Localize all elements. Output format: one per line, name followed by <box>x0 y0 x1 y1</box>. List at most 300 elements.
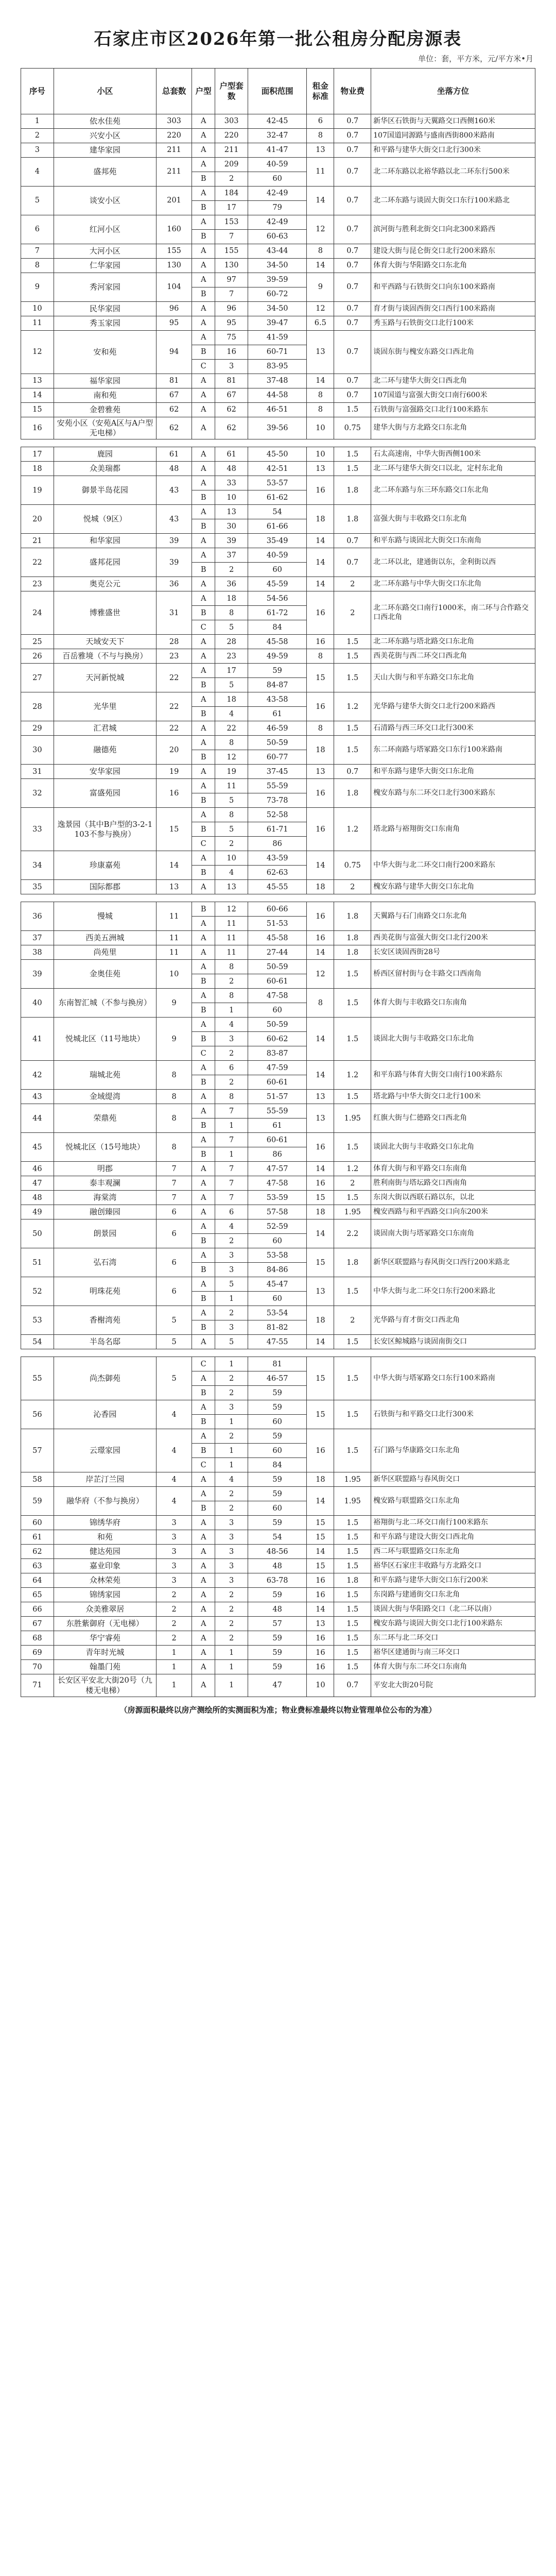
property-fee: 0.7 <box>334 331 371 374</box>
property-fee: 2 <box>334 1306 371 1335</box>
housing-table <box>21 902 535 1349</box>
property-fee: 1.5 <box>334 1646 371 1660</box>
table-row <box>21 989 535 1003</box>
unit-type: B <box>192 1501 215 1516</box>
total-units: 7 <box>157 1162 192 1176</box>
rent-standard: 16 <box>307 931 334 945</box>
unit-count: 17 <box>215 664 248 678</box>
area-range: 49-59 <box>248 649 307 664</box>
location: 胜利南街与塔坛路交口西南角 <box>371 1176 535 1191</box>
unit-type: A <box>192 244 215 259</box>
unit-count: 6 <box>215 1205 248 1219</box>
total-units: 1 <box>157 1674 192 1697</box>
unit-count: 3 <box>215 1573 248 1588</box>
area-range: 40-59 <box>248 548 307 563</box>
rent-standard: 14 <box>307 187 334 215</box>
unit-count: 13 <box>215 505 248 519</box>
rent-standard: 18 <box>307 1205 334 1219</box>
area-range: 84 <box>248 620 307 635</box>
rent-standard: 8 <box>307 989 334 1018</box>
property-fee: 0.7 <box>334 374 371 388</box>
community-name: 安苑小区（安苑A区与A户型无电梯） <box>54 417 156 439</box>
unit-type: A <box>192 1162 215 1176</box>
unit-count: 11 <box>215 931 248 945</box>
total-units: 11 <box>157 945 192 960</box>
rent-standard: 16 <box>307 1631 334 1646</box>
unit-type: C <box>192 620 215 635</box>
total-units: 6 <box>157 1277 192 1306</box>
row-number: 41 <box>21 1018 54 1061</box>
area-range: 45-58 <box>248 635 307 649</box>
unit-type: C <box>192 360 215 374</box>
table-row <box>21 1176 535 1191</box>
unit-count: 7 <box>215 287 248 302</box>
rent-standard: 14 <box>307 548 334 577</box>
row-number: 23 <box>21 577 54 591</box>
total-units: 22 <box>157 692 192 721</box>
unit-count: 8 <box>215 606 248 620</box>
unit-type: A <box>192 721 215 736</box>
total-units: 3 <box>157 1559 192 1573</box>
property-fee: 0.7 <box>334 534 371 548</box>
unit-count: 48 <box>215 462 248 476</box>
table-row <box>21 374 535 388</box>
unit-type: A <box>192 1530 215 1545</box>
total-units: 48 <box>157 462 192 476</box>
rent-standard: 10 <box>307 1674 334 1697</box>
property-fee: 1.5 <box>334 1277 371 1306</box>
property-fee: 1.8 <box>334 1573 371 1588</box>
rent-standard: 14 <box>307 534 334 548</box>
property-fee: 0.7 <box>334 215 371 244</box>
table-row <box>21 960 535 974</box>
total-units: 95 <box>157 316 192 331</box>
community-name: 南和苑 <box>54 388 156 403</box>
total-units: 2 <box>157 1588 192 1602</box>
location: 和平东路与建华大街交口东北角 <box>371 765 535 779</box>
unit-type: A <box>192 1472 215 1487</box>
community-name: 盛邦花园 <box>54 548 156 577</box>
unit-type: C <box>192 1357 215 1371</box>
rent-standard: 10 <box>307 417 334 439</box>
location: 和平西路与石铁街交口向东100米路南 <box>371 273 535 302</box>
rent-standard: 8 <box>307 721 334 736</box>
area-range: 47-58 <box>248 1176 307 1191</box>
unit-type: A <box>192 1602 215 1617</box>
row-number: 5 <box>21 187 54 215</box>
unit-count: 2 <box>215 837 248 851</box>
location: 和平东路与体育大街交口南行100米路东 <box>371 1061 535 1090</box>
unit-count: 1 <box>215 1646 248 1660</box>
total-units: 23 <box>157 649 192 664</box>
area-range: 60 <box>248 1003 307 1018</box>
row-number: 45 <box>21 1133 54 1162</box>
unit-count: 5 <box>215 822 248 837</box>
community-name: 沁香园 <box>54 1400 156 1429</box>
total-units: 43 <box>157 505 192 534</box>
property-fee: 1.8 <box>334 779 371 808</box>
location: 新华区联盟路与春风街交口 <box>371 1472 535 1487</box>
community-name: 慢城 <box>54 902 156 931</box>
row-number: 31 <box>21 765 54 779</box>
row-number: 19 <box>21 476 54 505</box>
area-range: 45-55 <box>248 880 307 894</box>
row-number: 69 <box>21 1646 54 1660</box>
unit-count: 11 <box>215 945 248 960</box>
total-units: 14 <box>157 851 192 880</box>
table-row <box>21 417 535 439</box>
total-units: 4 <box>157 1400 192 1429</box>
unit-count: 13 <box>215 880 248 894</box>
unit-type: A <box>192 259 215 273</box>
unit-count: 1 <box>215 1458 248 1472</box>
unit-count: 2 <box>215 1371 248 1386</box>
units-note: 单位：套，平方米，元/平方米•月 <box>418 54 533 63</box>
unit-type: B <box>192 974 215 989</box>
unit-type: A <box>192 960 215 974</box>
unit-type: B <box>192 606 215 620</box>
community-name: 荣鼎苑 <box>54 1104 156 1133</box>
unit-count: 16 <box>215 345 248 360</box>
unit-count: 1 <box>215 1674 248 1697</box>
unit-type: A <box>192 447 215 462</box>
unit-count: 8 <box>215 808 248 822</box>
total-units: 2 <box>157 1617 192 1631</box>
location: 光华路与育才街交口西北角 <box>371 1306 535 1335</box>
location: 裕华区建通街与南三环交口 <box>371 1646 535 1660</box>
area-range: 27-44 <box>248 945 307 960</box>
location: 塔北路与中华大街交口北行100米 <box>371 1090 535 1104</box>
unit-type: A <box>192 374 215 388</box>
community-name: 悦城（9区） <box>54 505 156 534</box>
row-number: 42 <box>21 1061 54 1090</box>
unit-count: 22 <box>215 721 248 736</box>
community-name: 锦绣家园 <box>54 1588 156 1602</box>
unit-count: 10 <box>215 490 248 505</box>
table-row <box>21 273 535 287</box>
location: 东岗大街以西联石路以东，以北 <box>371 1191 535 1205</box>
row-number: 60 <box>21 1516 54 1530</box>
unit-count: 2 <box>215 1487 248 1501</box>
unit-type: A <box>192 765 215 779</box>
total-units: 104 <box>157 273 192 302</box>
row-number: 15 <box>21 403 54 417</box>
rent-standard: 16 <box>307 779 334 808</box>
unit-count: 8 <box>215 989 248 1003</box>
table-row <box>21 649 535 664</box>
unit-count: 3 <box>215 360 248 374</box>
table-row <box>21 1400 535 1415</box>
unit-type: B <box>192 1263 215 1277</box>
table-row <box>21 721 535 736</box>
property-fee: 1.5 <box>334 635 371 649</box>
unit-count: 3 <box>215 1248 248 1263</box>
community-name: 珍康嘉苑 <box>54 851 156 880</box>
row-number: 10 <box>21 302 54 316</box>
location: 谈固北大街与丰收路交口东北角 <box>371 1018 535 1061</box>
unit-type: A <box>192 851 215 866</box>
row-number: 36 <box>21 902 54 931</box>
unit-type: A <box>192 577 215 591</box>
rent-standard: 16 <box>307 808 334 851</box>
area-range: 50-59 <box>248 736 307 750</box>
location: 北二环东路与中华大街交口东北角 <box>371 577 535 591</box>
community-name: 众林荣苑 <box>54 1573 156 1588</box>
row-number: 53 <box>21 1306 54 1335</box>
area-range: 47-57 <box>248 1162 307 1176</box>
unit-count: 4 <box>215 866 248 880</box>
rent-standard: 15 <box>307 1357 334 1400</box>
area-range: 46-51 <box>248 403 307 417</box>
community-name: 金奥佳苑 <box>54 960 156 989</box>
rent-standard: 15 <box>307 1559 334 1573</box>
row-number: 44 <box>21 1104 54 1133</box>
community-name: 锦绣华府 <box>54 1516 156 1530</box>
unit-type: B <box>192 902 215 917</box>
rent-standard: 18 <box>307 505 334 534</box>
table-row <box>21 316 535 331</box>
area-range: 60 <box>248 1234 307 1248</box>
row-number: 35 <box>21 880 54 894</box>
table-row <box>21 851 535 866</box>
table-row <box>21 1191 535 1205</box>
rent-standard: 14 <box>307 1219 334 1248</box>
area-range: 55-59 <box>248 1104 307 1118</box>
location: 中华大街与北二环交口东行200米路北 <box>371 1277 535 1306</box>
community-name: 安华家园 <box>54 765 156 779</box>
unit-count: 4 <box>215 1219 248 1234</box>
table-row <box>21 447 535 462</box>
unit-count: 2 <box>215 1386 248 1400</box>
unit-count: 5 <box>215 1335 248 1349</box>
total-units: 5 <box>157 1335 192 1349</box>
housing-table <box>21 447 535 894</box>
unit-count: 8 <box>215 1090 248 1104</box>
property-fee: 2.2 <box>334 1219 371 1248</box>
table-row <box>21 1660 535 1674</box>
location: 红旗大街与仁德路交口西北角 <box>371 1104 535 1133</box>
table-row <box>21 462 535 476</box>
unit-type: A <box>192 462 215 476</box>
total-units: 3 <box>157 1545 192 1559</box>
rent-standard: 12 <box>307 215 334 244</box>
table-row <box>21 1559 535 1573</box>
unit-count: 220 <box>215 129 248 143</box>
table-row <box>21 664 535 678</box>
unit-count: 155 <box>215 244 248 259</box>
area-range: 43-44 <box>248 244 307 259</box>
row-number: 28 <box>21 692 54 721</box>
rent-standard: 14 <box>307 1602 334 1617</box>
header-row <box>21 69 535 114</box>
rent-standard: 6.5 <box>307 316 334 331</box>
location: 和平路与建华大街交口北行300米 <box>371 143 535 158</box>
area-range: 44-58 <box>248 388 307 403</box>
total-units: 20 <box>157 736 192 765</box>
area-range: 60-62 <box>248 1032 307 1046</box>
unit-count: 3 <box>215 1400 248 1415</box>
table-row <box>21 577 535 591</box>
total-units: 1 <box>157 1646 192 1660</box>
unit-type: A <box>192 505 215 519</box>
total-units: 6 <box>157 1205 192 1219</box>
unit-count: 7 <box>215 1176 248 1191</box>
table-row <box>21 244 535 259</box>
property-fee: 0.7 <box>334 548 371 577</box>
location: 东二环与北二环交口 <box>371 1631 535 1646</box>
unit-type: A <box>192 1219 215 1234</box>
table-row <box>21 1357 535 1371</box>
rent-standard: 16 <box>307 1660 334 1674</box>
property-fee: 1.5 <box>334 1660 371 1674</box>
property-fee: 1.5 <box>334 1191 371 1205</box>
area-range: 43-59 <box>248 851 307 866</box>
area-range: 42-51 <box>248 462 307 476</box>
property-fee: 0.7 <box>334 316 371 331</box>
row-number: 11 <box>21 316 54 331</box>
rent-standard: 15 <box>307 664 334 692</box>
header-cell: 户型 <box>192 69 215 114</box>
location: 光华路与建华大街交口北行200米路西 <box>371 692 535 721</box>
total-units: 81 <box>157 374 192 388</box>
total-units: 211 <box>157 158 192 187</box>
community-name: 秀玉家园 <box>54 316 156 331</box>
rent-standard: 8 <box>307 649 334 664</box>
rent-standard: 16 <box>307 1133 334 1162</box>
area-range: 60-77 <box>248 750 307 765</box>
area-range: 40-59 <box>248 158 307 172</box>
total-units: 9 <box>157 1018 192 1061</box>
community-name: 翰墨门苑 <box>54 1660 156 1674</box>
unit-count: 28 <box>215 635 248 649</box>
total-units: 19 <box>157 765 192 779</box>
property-fee: 1.5 <box>334 1429 371 1472</box>
header-cell: 租金标准 <box>307 69 334 114</box>
location: 石门路与华康路交口东北角 <box>371 1429 535 1472</box>
total-units: 1 <box>157 1660 192 1674</box>
unit-count: 2 <box>215 172 248 187</box>
community-name: 泰丰观澜 <box>54 1176 156 1191</box>
unit-count: 12 <box>215 750 248 765</box>
rent-standard: 6 <box>307 114 334 129</box>
row-number: 49 <box>21 1205 54 1219</box>
unit-type: B <box>192 678 215 692</box>
table-row <box>21 331 535 345</box>
total-units: 130 <box>157 259 192 273</box>
row-number: 59 <box>21 1487 54 1516</box>
location: 谈固大街与华阳路交口（北二环以南） <box>371 1602 535 1617</box>
unit-type: A <box>192 692 215 707</box>
location: 东岗路与建通街交口东北角 <box>371 1588 535 1602</box>
area-range: 47-55 <box>248 1335 307 1349</box>
rent-standard: 18 <box>307 880 334 894</box>
row-number: 8 <box>21 259 54 273</box>
area-range: 45-47 <box>248 1277 307 1292</box>
community-name: 东胜紫御府（无电梯） <box>54 1617 156 1631</box>
unit-type: B <box>192 1032 215 1046</box>
table-row <box>21 143 535 158</box>
area-range: 42-49 <box>248 215 307 230</box>
area-range: 54-56 <box>248 591 307 606</box>
unit-count: 7 <box>215 230 248 244</box>
location: 中华大街与北二环交口南行200米路东 <box>371 851 535 880</box>
unit-count: 37 <box>215 548 248 563</box>
area-range: 86 <box>248 1147 307 1162</box>
property-fee: 1.5 <box>334 1400 371 1429</box>
unit-type: B <box>192 1118 215 1133</box>
unit-type: A <box>192 931 215 945</box>
unit-count: 1 <box>215 1415 248 1429</box>
location: 石铁街与富强路交口北行100米路东 <box>371 403 535 417</box>
area-range: 59 <box>248 664 307 678</box>
area-range: 39-56 <box>248 417 307 439</box>
area-range: 59 <box>248 1588 307 1602</box>
total-units: 303 <box>157 114 192 129</box>
unit-type: B <box>192 1320 215 1335</box>
unit-type: A <box>192 1617 215 1631</box>
rent-standard: 14 <box>307 1162 334 1176</box>
property-fee: 1.2 <box>334 1061 371 1090</box>
community-name: 和苑 <box>54 1530 156 1545</box>
rent-standard: 14 <box>307 1545 334 1559</box>
location: 体育大街与华阳路交口东北角 <box>371 259 535 273</box>
table-row <box>21 1018 535 1032</box>
unit-count: 5 <box>215 620 248 635</box>
property-fee: 1.2 <box>334 808 371 851</box>
area-range: 53-57 <box>248 476 307 490</box>
community-name: 健达苑园 <box>54 1545 156 1559</box>
table-row <box>21 1061 535 1075</box>
row-number: 1 <box>21 114 54 129</box>
unit-count: 17 <box>215 201 248 215</box>
unit-type: B <box>192 172 215 187</box>
location: 北二环与建华大街交口以北，定村东北角 <box>371 462 535 476</box>
total-units: 3 <box>157 1573 192 1588</box>
area-range: 46-59 <box>248 721 307 736</box>
header-cell: 坐落方位 <box>371 69 535 114</box>
property-fee: 1.8 <box>334 902 371 931</box>
area-range: 79 <box>248 201 307 215</box>
row-number: 55 <box>21 1357 54 1400</box>
property-fee: 1.5 <box>334 1631 371 1646</box>
unit-count: 33 <box>215 476 248 490</box>
table-row <box>21 1335 535 1349</box>
location: 107国道同源路与盛南西街800米路南 <box>371 129 535 143</box>
table-row <box>21 1516 535 1530</box>
unit-type: B <box>192 345 215 360</box>
row-number: 12 <box>21 331 54 374</box>
total-units: 3 <box>157 1530 192 1545</box>
property-fee: 1.95 <box>334 1472 371 1487</box>
total-units: 16 <box>157 779 192 808</box>
rent-standard: 13 <box>307 1617 334 1631</box>
table-row <box>21 1277 535 1292</box>
unit-count: 4 <box>215 1472 248 1487</box>
property-fee: 0.7 <box>334 765 371 779</box>
property-fee: 0.7 <box>334 273 371 302</box>
total-units: 8 <box>157 1104 192 1133</box>
unit-count: 211 <box>215 143 248 158</box>
location: 槐安东路与建华大街交口东北角 <box>371 880 535 894</box>
table-row <box>21 259 535 273</box>
row-number: 2 <box>21 129 54 143</box>
unit-type: A <box>192 417 215 439</box>
unit-count: 7 <box>215 1162 248 1176</box>
unit-type: A <box>192 1400 215 1415</box>
table-row <box>21 880 535 894</box>
location: 桥西区留村街与仓丰路交口西南角 <box>371 960 535 989</box>
rent-standard: 14 <box>307 374 334 388</box>
